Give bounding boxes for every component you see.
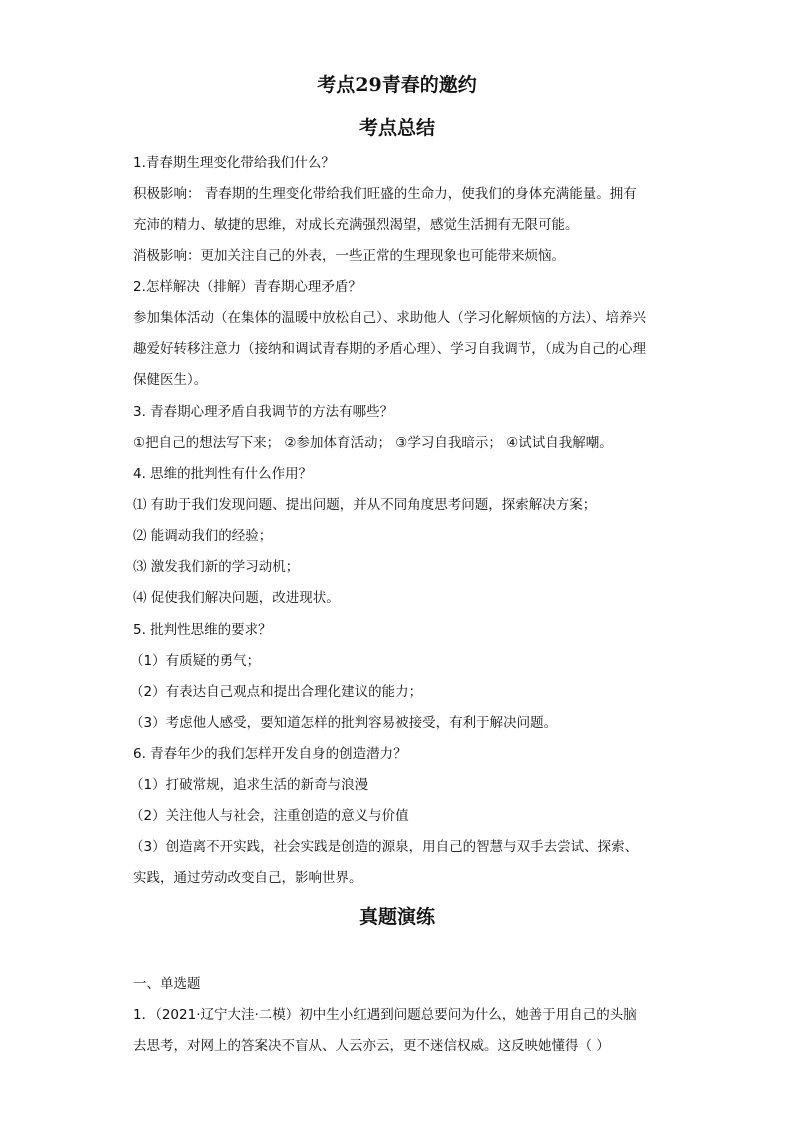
list-item: （2）有表达自己观点和提出合理化建议的能力； xyxy=(130,684,423,700)
paragraph-line: 保健医生）。 xyxy=(133,372,208,388)
list-item: ⑷ 促使我们解决问题，改进现状。 xyxy=(133,590,340,606)
question-heading: 6. 青春年少的我们怎样开发自身的创造潜力？ xyxy=(133,746,407,762)
paragraph-line: 参加集体活动（在集体的温暖中放松自己）、求助他人（学习化解烦恼的方法）、培养兴 xyxy=(133,310,646,326)
paragraph-line: 趣爱好转移注意力（接纳和调试青春期的矛盾心理）、学习自我调节，（成为自己的心理 xyxy=(133,341,646,357)
exam-question-line: 去思考，对网上的答案决不盲从、人云亦云，更不迷信权威。这反映她懂得（ ） xyxy=(133,1038,610,1054)
paragraph-line: ①把自己的想法写下来； ②参加体育活动； ③学习自我暗示； ④试试自我解嘲。 xyxy=(133,435,613,451)
exam-question-line: 1．（2021·辽宁大洼·二模）初中生小红遇到问题总要问为什么，她善于用自己的头脑 xyxy=(133,1007,637,1023)
question-heading: 2.怎样解决（排解）青春期心理矛盾？ xyxy=(133,279,362,295)
part-heading: 一、单选题 xyxy=(133,976,201,992)
list-item: （3）考虑他人感受，要知道怎样的批判容易被接受，有利于解决问题。 xyxy=(130,715,558,731)
list-item: （1）打破常规，追求生活的新奇与浪漫 xyxy=(130,777,369,793)
paragraph-line: 积极影响： 青春期的生理变化带给我们旺盛的生命力，使我们的身体充满能量。拥有 xyxy=(133,186,637,202)
document-title: 考点29青春的邀约 xyxy=(317,74,477,96)
list-item: （1）有质疑的勇气； xyxy=(130,653,261,669)
list-item: ⑵ 能调动我们的经验； xyxy=(133,528,273,544)
paragraph-line: 消极影响：更加关注自己的外表，一些正常的生理现象也可能带来烦恼。 xyxy=(133,248,565,264)
question-heading: 5. 批判性思维的要求？ xyxy=(133,622,272,638)
section-heading-practice: 真题演练 xyxy=(358,906,435,928)
question-heading: 4. 思维的批判性有什么作用？ xyxy=(133,466,313,482)
section-heading-summary: 考点总结 xyxy=(358,117,435,139)
paragraph-line: 实践，通过劳动改变自己，影响世界。 xyxy=(133,870,363,886)
question-heading: 3. 青春期心理矛盾自我调节的方法有哪些？ xyxy=(133,404,394,420)
list-item: （2）关注他人与社会，注重创造的意义与价值 xyxy=(130,808,409,824)
list-item: ⑶ 激发我们新的学习动机； xyxy=(133,559,300,575)
paragraph-line: 充沛的精力、敏捷的思维，对成长充满强烈渴望，感觉生活拥有无限可能。 xyxy=(133,217,579,233)
list-item: ⑴ 有助于我们发现问题、提出问题，并从不同角度思考问题，探索解决方案； xyxy=(133,497,597,513)
question-heading: 1.青春期生理变化带给我们什么？ xyxy=(133,155,335,171)
list-item: （3）创造离不开实践，社会实践是创造的源泉，用自己的智慧与双手去尝试、探索、 xyxy=(130,839,639,855)
